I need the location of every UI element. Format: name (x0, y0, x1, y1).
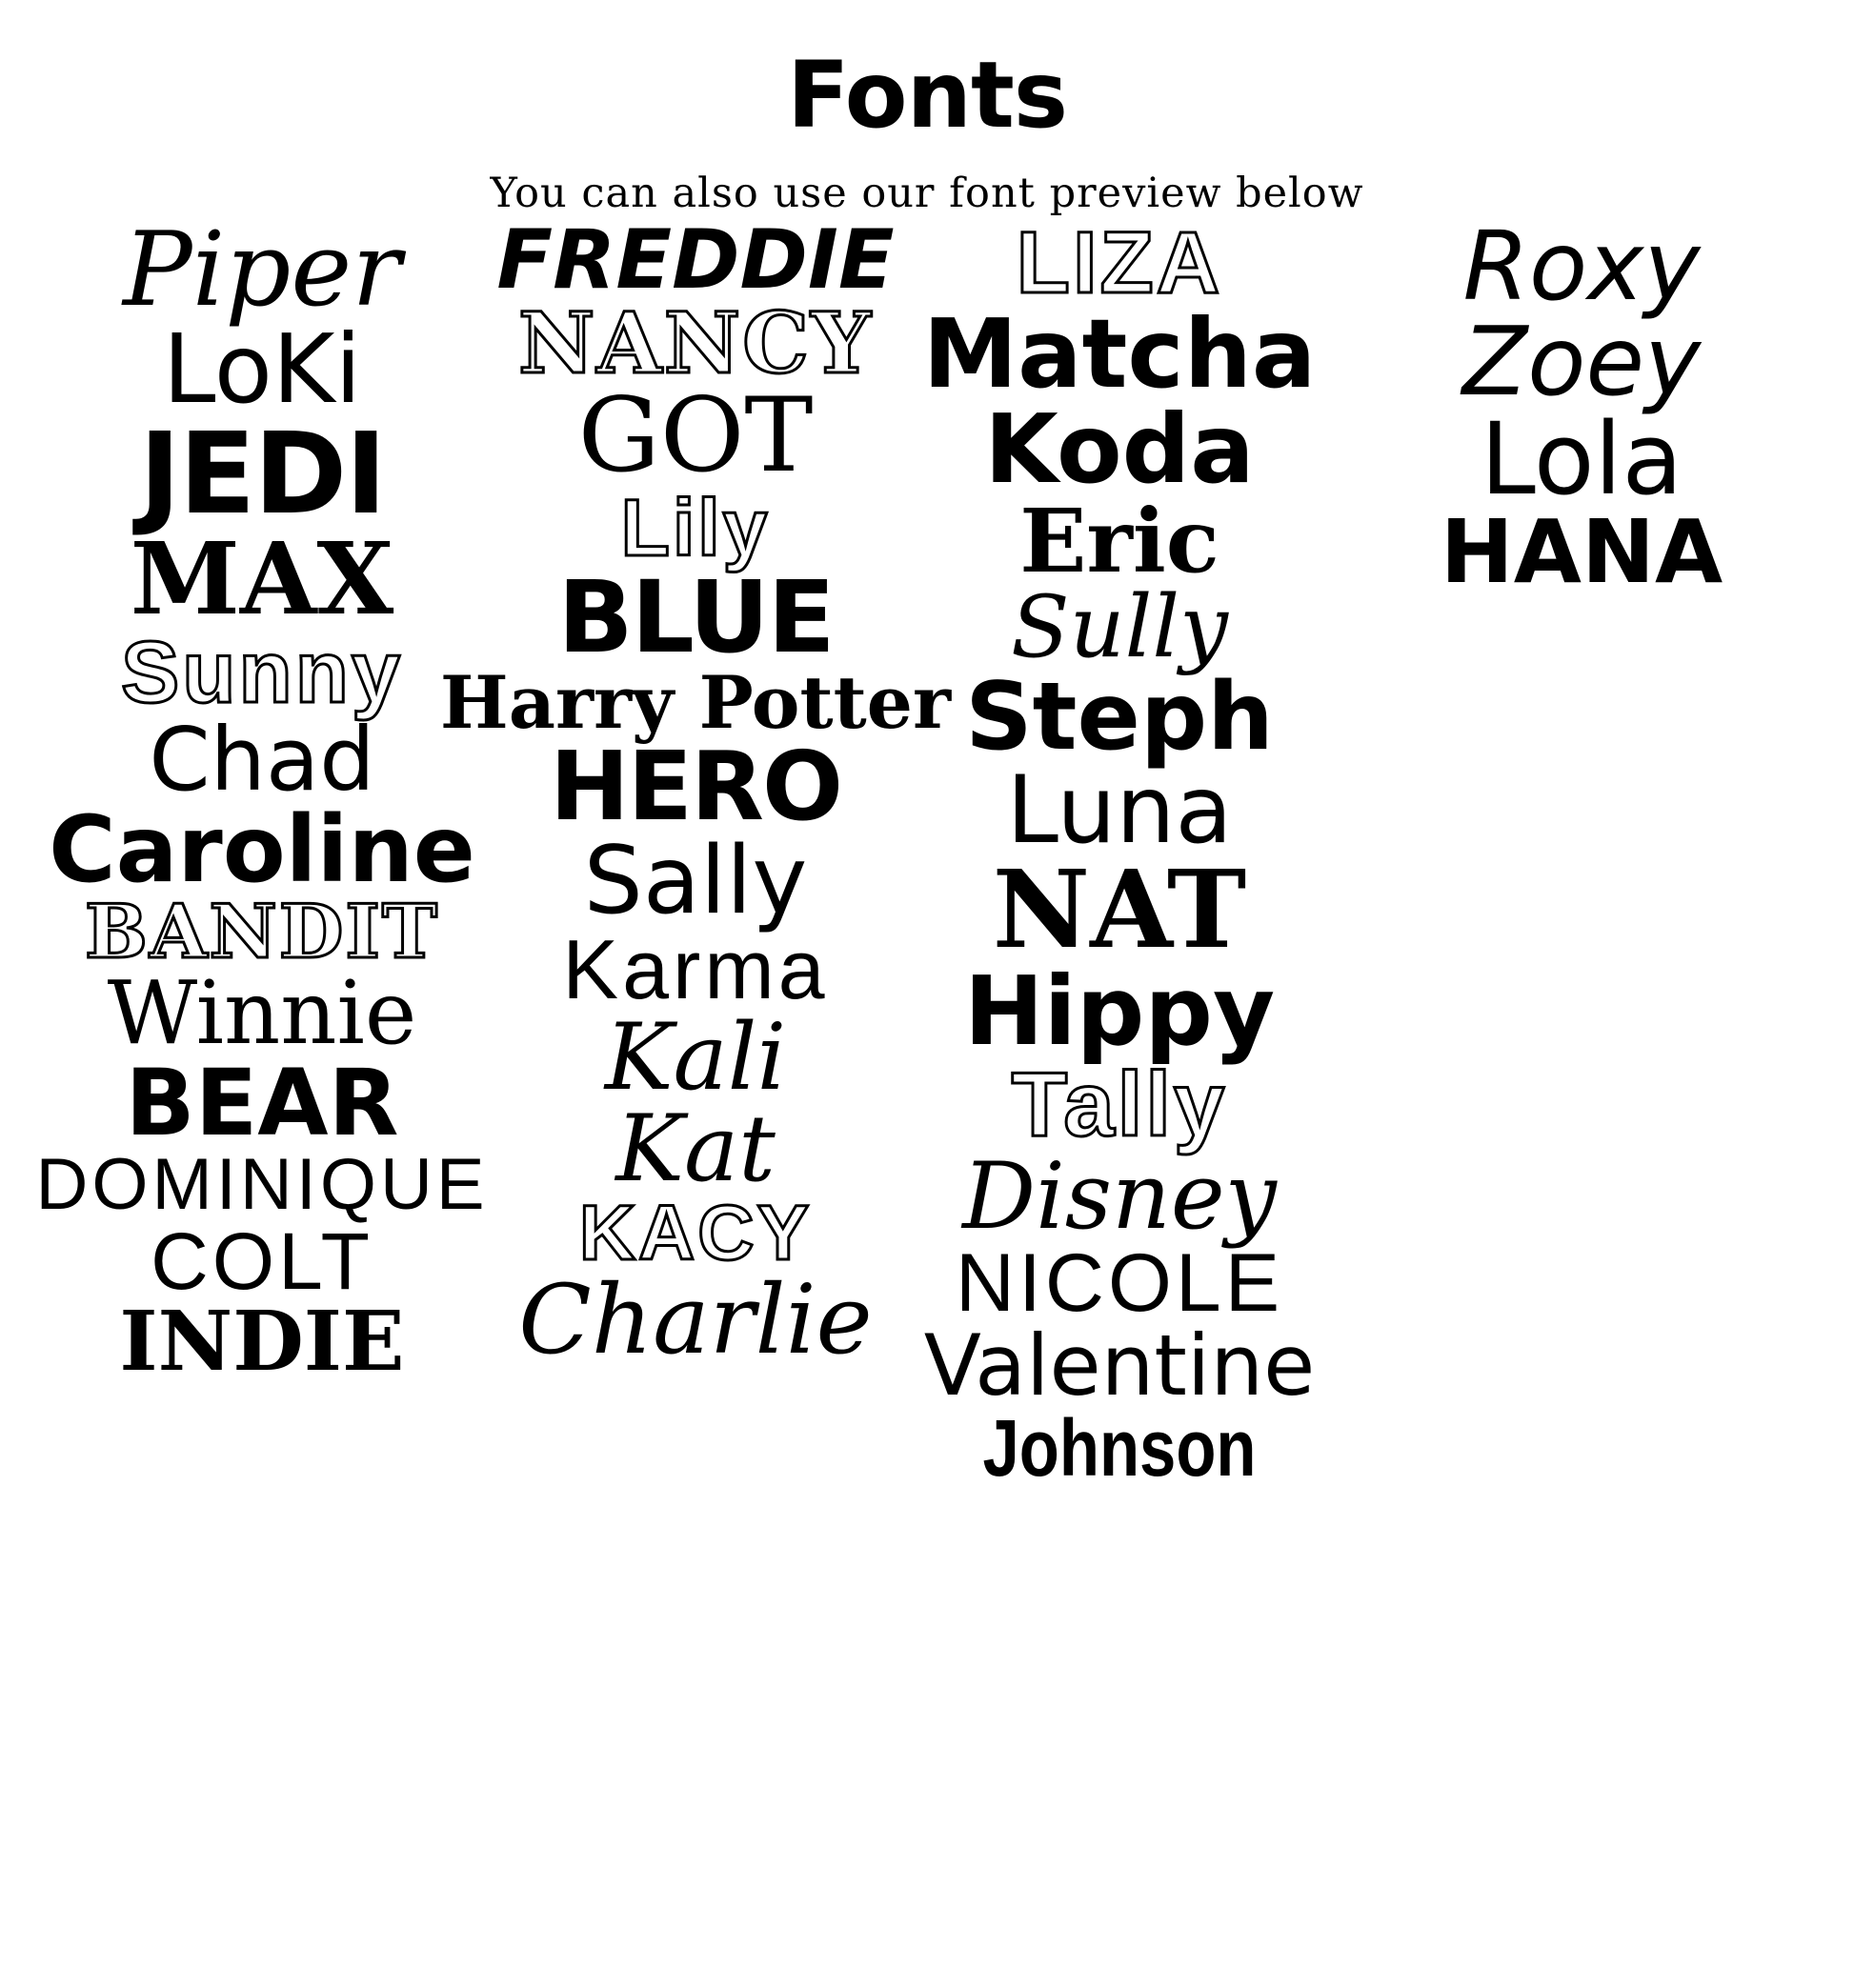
font-sample[interactable]: Sunny (120, 624, 404, 721)
font-sample[interactable]: Harry Potter (439, 660, 952, 745)
font-sample[interactable]: KACY (578, 1190, 813, 1276)
font-column-3 (915, 214, 1324, 1493)
font-sample[interactable]: BLUE (557, 559, 834, 675)
font-column-2 (439, 212, 952, 1376)
font-sample[interactable]: Steph (965, 663, 1274, 772)
font-sample[interactable]: Charlie (518, 1264, 873, 1376)
font-sample[interactable]: Roxy (1462, 211, 1701, 322)
font-sample[interactable]: Tally (1011, 1054, 1228, 1155)
page-subtitle: You can also use our font preview below (490, 170, 1364, 217)
font-sample[interactable]: Valentine (923, 1316, 1316, 1415)
font-sample[interactable]: FREDDIE (496, 212, 895, 308)
font-sample[interactable]: Disney (962, 1143, 1277, 1250)
font-sample[interactable]: DOMINIQUE (35, 1144, 489, 1225)
font-sample[interactable]: JEDI (138, 408, 386, 539)
font-sample[interactable]: Kali (604, 1004, 787, 1111)
font-sample[interactable]: Caroline (49, 796, 475, 903)
font-sample[interactable]: NAT (992, 848, 1247, 973)
font-sample[interactable]: LoKi (162, 313, 362, 425)
font-sample[interactable]: COLT (151, 1216, 373, 1306)
font-sample[interactable]: BANDIT (85, 889, 439, 975)
font-sample[interactable]: Johnson (982, 1403, 1257, 1493)
font-sample[interactable]: Luna (1006, 756, 1233, 865)
font-sample[interactable]: BEAR (125, 1050, 399, 1156)
font-sample[interactable]: INDIE (119, 1294, 405, 1390)
font-sample[interactable]: GOT (577, 376, 814, 495)
font-sample[interactable]: HERO (549, 731, 841, 842)
font-sample[interactable]: NICOLE (955, 1237, 1284, 1329)
font-sample[interactable]: MAX (130, 520, 394, 637)
font-sample[interactable]: Zoey (1461, 306, 1702, 417)
font-sample[interactable]: Eric (1019, 490, 1219, 592)
font-sample[interactable]: Koda (984, 393, 1255, 505)
font-sample[interactable]: LIZA (1016, 214, 1223, 311)
font-sample[interactable]: Winnie (107, 962, 417, 1064)
font-sample[interactable]: Lily (620, 483, 771, 572)
font-sample[interactable]: Kat (615, 1095, 776, 1202)
font-sample[interactable]: Lola (1480, 401, 1683, 517)
font-sample[interactable]: HANA (1440, 501, 1723, 603)
font-sample[interactable]: Piper (123, 211, 401, 330)
font-column-1 (35, 211, 489, 1390)
font-sample[interactable]: Sully (1010, 577, 1229, 677)
font-sample[interactable]: Hippy (963, 955, 1276, 1067)
font-column-4 (1353, 211, 1810, 603)
page-title: Fonts (786, 42, 1067, 149)
font-sample[interactable]: Sally (583, 827, 808, 935)
font-sample[interactable]: Karma (562, 922, 829, 1016)
font-sample[interactable]: Chad (149, 709, 375, 811)
font-sample[interactable]: NANCY (517, 293, 873, 392)
font-sample[interactable]: Matcha (922, 298, 1317, 410)
